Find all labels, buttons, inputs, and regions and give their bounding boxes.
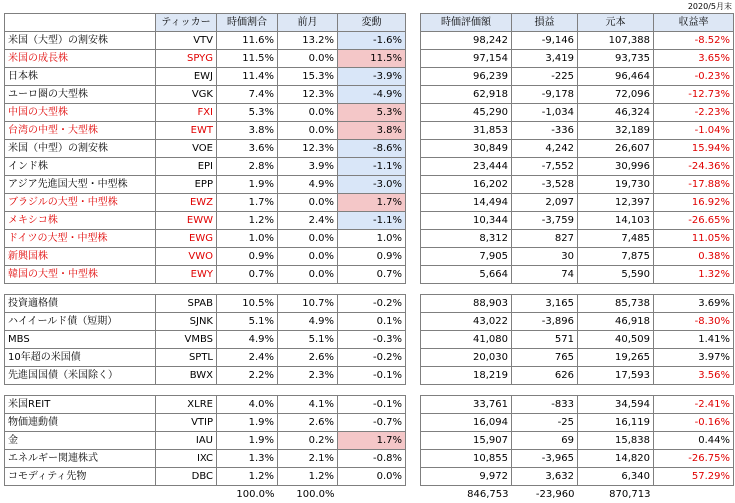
share: 1.7% <box>217 194 278 212</box>
table-row <box>5 331 406 349</box>
principal: 19,730 <box>578 176 654 194</box>
table-row <box>421 212 734 230</box>
ticker: DBC <box>156 468 217 486</box>
principal: 12,397 <box>578 194 654 212</box>
share: 11.5% <box>217 50 278 68</box>
table-row <box>421 86 734 104</box>
fund-name: MBS <box>5 331 156 349</box>
fund-name: メキシコ株 <box>5 212 156 230</box>
share-change: 0.1% <box>338 313 406 331</box>
principal: 96,464 <box>578 68 654 86</box>
market-value: 45,290 <box>421 104 512 122</box>
valuation-table <box>420 13 734 503</box>
table-row <box>5 266 406 284</box>
header-prev: 前月 <box>278 14 338 32</box>
header-rate: 収益率 <box>654 14 734 32</box>
profit-loss: -7,552 <box>512 158 578 176</box>
report-date: 2020/5月末 <box>676 1 732 13</box>
fund-name: ブラジルの大型・中型株 <box>5 194 156 212</box>
ticker: SPYG <box>156 50 217 68</box>
principal: 32,189 <box>578 122 654 140</box>
ticker: FXI <box>156 104 217 122</box>
return-rate: 15.94% <box>654 140 734 158</box>
table-row <box>421 68 734 86</box>
return-rate: 3.65% <box>654 50 734 68</box>
table-row <box>5 140 406 158</box>
profit-loss: -3,528 <box>512 176 578 194</box>
header-share: 時価割合 <box>217 14 278 32</box>
return-rate: -17.88% <box>654 176 734 194</box>
ticker: EPI <box>156 158 217 176</box>
prev-share: 0.0% <box>278 266 338 284</box>
share-change: -0.1% <box>338 367 406 385</box>
market-value: 16,094 <box>421 414 512 432</box>
table-row <box>5 176 406 194</box>
market-value: 8,312 <box>421 230 512 248</box>
table-row <box>421 349 734 367</box>
table-row <box>5 68 406 86</box>
share: 3.8% <box>217 122 278 140</box>
profit-loss: 74 <box>512 266 578 284</box>
fund-name: 米国（大型）の割安株 <box>5 32 156 50</box>
profit-loss: 69 <box>512 432 578 450</box>
ticker: VGK <box>156 86 217 104</box>
return-rate: 0.44% <box>654 432 734 450</box>
table-row <box>5 396 406 414</box>
fund-name: 投資適格債 <box>5 295 156 313</box>
share: 11.6% <box>217 32 278 50</box>
table-row <box>5 313 406 331</box>
share: 1.9% <box>217 432 278 450</box>
table-row <box>5 367 406 385</box>
prev-share: 13.2% <box>278 32 338 50</box>
market-value: 97,154 <box>421 50 512 68</box>
profit-loss: 3,632 <box>512 468 578 486</box>
ticker: EWZ <box>156 194 217 212</box>
market-value: 10,344 <box>421 212 512 230</box>
prev-share: 0.0% <box>278 104 338 122</box>
ticker: XLRE <box>156 396 217 414</box>
market-value: 30,849 <box>421 140 512 158</box>
prev-share: 3.9% <box>278 158 338 176</box>
share-change: -8.6% <box>338 140 406 158</box>
ticker: EWJ <box>156 68 217 86</box>
share: 1.9% <box>217 414 278 432</box>
market-value: 14,494 <box>421 194 512 212</box>
fund-name: エネルギー関連株式 <box>5 450 156 468</box>
prev-share: 0.0% <box>278 50 338 68</box>
return-rate: -24.36% <box>654 158 734 176</box>
ticker: SPAB <box>156 295 217 313</box>
share-change: -0.3% <box>338 331 406 349</box>
table-row <box>421 248 734 266</box>
fund-name: 物価連動債 <box>5 414 156 432</box>
allocation-table <box>4 13 406 503</box>
profit-loss: -3,896 <box>512 313 578 331</box>
share-change: 0.7% <box>338 266 406 284</box>
market-value: 18,219 <box>421 367 512 385</box>
totals-blank <box>156 486 217 503</box>
table-row <box>5 349 406 367</box>
fund-name: ハイイールド債（短期） <box>5 313 156 331</box>
principal: 26,607 <box>578 140 654 158</box>
table-row <box>421 450 734 468</box>
share: 4.9% <box>217 331 278 349</box>
return-rate: -8.30% <box>654 313 734 331</box>
table-row <box>421 396 734 414</box>
table-row <box>421 32 734 50</box>
share-change: 1.7% <box>338 194 406 212</box>
header-row <box>421 14 734 32</box>
fund-name: インド株 <box>5 158 156 176</box>
return-rate: 3.56% <box>654 367 734 385</box>
prev-share: 5.1% <box>278 331 338 349</box>
market-value: 16,202 <box>421 176 512 194</box>
share: 4.0% <box>217 396 278 414</box>
header-pl: 損益 <box>512 14 578 32</box>
totals-row <box>421 486 734 503</box>
principal: 40,509 <box>578 331 654 349</box>
return-rate: -8.52% <box>654 32 734 50</box>
ticker: VTV <box>156 32 217 50</box>
fund-name: 先進国国債（米国除く） <box>5 367 156 385</box>
table-row <box>5 295 406 313</box>
market-value: 10,855 <box>421 450 512 468</box>
share: 5.1% <box>217 313 278 331</box>
share-change: 1.0% <box>338 230 406 248</box>
market-value: 9,972 <box>421 468 512 486</box>
principal: 5,590 <box>578 266 654 284</box>
prev-share: 4.1% <box>278 396 338 414</box>
fund-name: 日本株 <box>5 68 156 86</box>
table-row <box>5 432 406 450</box>
return-rate: -26.75% <box>654 450 734 468</box>
prev-share: 4.9% <box>278 313 338 331</box>
return-rate: 0.38% <box>654 248 734 266</box>
ticker: EWW <box>156 212 217 230</box>
total-value: 846,753 <box>421 486 512 503</box>
fund-name: コモディティ先物 <box>5 468 156 486</box>
table-row <box>5 158 406 176</box>
totals-blank <box>654 486 734 503</box>
principal: 34,594 <box>578 396 654 414</box>
table-row <box>5 194 406 212</box>
fund-name: 10年超の米国債 <box>5 349 156 367</box>
return-rate: -26.65% <box>654 212 734 230</box>
share-change: -3.0% <box>338 176 406 194</box>
share-change: 0.0% <box>338 468 406 486</box>
share: 3.6% <box>217 140 278 158</box>
share-change: 3.8% <box>338 122 406 140</box>
prev-share: 2.6% <box>278 349 338 367</box>
share-change: 0.9% <box>338 248 406 266</box>
profit-loss: -225 <box>512 68 578 86</box>
principal: 19,265 <box>578 349 654 367</box>
share-change: -0.2% <box>338 349 406 367</box>
return-rate: -12.73% <box>654 86 734 104</box>
ticker: BWX <box>156 367 217 385</box>
fund-name: 米国REIT <box>5 396 156 414</box>
profit-loss: -1,034 <box>512 104 578 122</box>
principal: 7,875 <box>578 248 654 266</box>
prev-share: 15.3% <box>278 68 338 86</box>
profit-loss: 2,097 <box>512 194 578 212</box>
fund-name: アジア先進国大型・中型株 <box>5 176 156 194</box>
share-change: -0.8% <box>338 450 406 468</box>
fund-name: 新興国株 <box>5 248 156 266</box>
share: 11.4% <box>217 68 278 86</box>
total-share: 100.0% <box>217 486 278 503</box>
fund-name: 米国の成長株 <box>5 50 156 68</box>
table-row <box>5 248 406 266</box>
share: 0.7% <box>217 266 278 284</box>
profit-loss: 765 <box>512 349 578 367</box>
header-principal: 元本 <box>578 14 654 32</box>
share-change: -1.6% <box>338 32 406 50</box>
header-value: 時価評価額 <box>421 14 512 32</box>
share: 1.3% <box>217 450 278 468</box>
ticker: IXC <box>156 450 217 468</box>
return-rate: 1.41% <box>654 331 734 349</box>
totals-blank <box>338 486 406 503</box>
return-rate: -0.16% <box>654 414 734 432</box>
share: 1.0% <box>217 230 278 248</box>
ticker: EPP <box>156 176 217 194</box>
market-value: 7,905 <box>421 248 512 266</box>
fund-name: 米国（中型）の割安株 <box>5 140 156 158</box>
market-value: 23,444 <box>421 158 512 176</box>
table-row <box>421 194 734 212</box>
return-rate: 16.92% <box>654 194 734 212</box>
prev-share: 2.1% <box>278 450 338 468</box>
prev-share: 2.6% <box>278 414 338 432</box>
profit-loss: -9,178 <box>512 86 578 104</box>
prev-share: 0.0% <box>278 122 338 140</box>
principal: 93,735 <box>578 50 654 68</box>
share-change: -0.7% <box>338 414 406 432</box>
share-change: -0.2% <box>338 295 406 313</box>
share: 2.2% <box>217 367 278 385</box>
table-row <box>421 230 734 248</box>
return-rate: -2.41% <box>654 396 734 414</box>
profit-loss: -3,759 <box>512 212 578 230</box>
fund-name: 台湾の中型・大型株 <box>5 122 156 140</box>
market-value: 62,918 <box>421 86 512 104</box>
profit-loss: 626 <box>512 367 578 385</box>
prev-share: 10.7% <box>278 295 338 313</box>
share-change: -1.1% <box>338 212 406 230</box>
total-pl: -23,960 <box>512 486 578 503</box>
return-rate: 57.29% <box>654 468 734 486</box>
total-principal: 870,713 <box>578 486 654 503</box>
market-value: 88,903 <box>421 295 512 313</box>
table-row <box>421 331 734 349</box>
market-value: 98,242 <box>421 32 512 50</box>
market-value: 96,239 <box>421 68 512 86</box>
table-row <box>421 414 734 432</box>
principal: 107,388 <box>578 32 654 50</box>
market-value: 41,080 <box>421 331 512 349</box>
table-row <box>5 230 406 248</box>
principal: 14,820 <box>578 450 654 468</box>
market-value: 33,761 <box>421 396 512 414</box>
prev-share: 2.4% <box>278 212 338 230</box>
totals-blank <box>5 486 156 503</box>
return-rate: 3.97% <box>654 349 734 367</box>
share: 1.2% <box>217 212 278 230</box>
principal: 17,593 <box>578 367 654 385</box>
share: 0.9% <box>217 248 278 266</box>
header-blank <box>5 14 156 32</box>
table-row <box>5 86 406 104</box>
total-prev: 100.0% <box>278 486 338 503</box>
return-rate: 3.69% <box>654 295 734 313</box>
profit-loss: -25 <box>512 414 578 432</box>
principal: 7,485 <box>578 230 654 248</box>
return-rate: -1.04% <box>654 122 734 140</box>
principal: 30,996 <box>578 158 654 176</box>
prev-share: 0.0% <box>278 194 338 212</box>
principal: 46,918 <box>578 313 654 331</box>
table-row <box>421 313 734 331</box>
principal: 72,096 <box>578 86 654 104</box>
table-row <box>421 140 734 158</box>
ticker: EWY <box>156 266 217 284</box>
principal: 14,103 <box>578 212 654 230</box>
profit-loss: 3,419 <box>512 50 578 68</box>
table-row <box>5 122 406 140</box>
prev-share: 4.9% <box>278 176 338 194</box>
ticker: IAU <box>156 432 217 450</box>
share-change: 5.3% <box>338 104 406 122</box>
table-row <box>421 122 734 140</box>
fund-name: 中国の大型株 <box>5 104 156 122</box>
table-row <box>421 50 734 68</box>
return-rate: -2.23% <box>654 104 734 122</box>
profit-loss: -9,146 <box>512 32 578 50</box>
principal: 6,340 <box>578 468 654 486</box>
prev-share: 0.0% <box>278 248 338 266</box>
table-row <box>421 158 734 176</box>
profit-loss: 4,242 <box>512 140 578 158</box>
totals-row <box>5 486 406 503</box>
share-change: 11.5% <box>338 50 406 68</box>
fund-name: ユーロ圏の大型株 <box>5 86 156 104</box>
prev-share: 2.3% <box>278 367 338 385</box>
ticker: SJNK <box>156 313 217 331</box>
ticker: EWG <box>156 230 217 248</box>
prev-share: 12.3% <box>278 140 338 158</box>
share: 5.3% <box>217 104 278 122</box>
market-value: 43,022 <box>421 313 512 331</box>
return-rate: -0.23% <box>654 68 734 86</box>
profit-loss: 30 <box>512 248 578 266</box>
principal: 46,324 <box>578 104 654 122</box>
market-value: 31,853 <box>421 122 512 140</box>
share: 10.5% <box>217 295 278 313</box>
share-change: -1.1% <box>338 158 406 176</box>
header-ticker: ティッカー <box>156 14 217 32</box>
fund-name: 金 <box>5 432 156 450</box>
table-row <box>5 32 406 50</box>
share-change: 1.7% <box>338 432 406 450</box>
ticker: VMBS <box>156 331 217 349</box>
table-row <box>421 266 734 284</box>
ticker: VWO <box>156 248 217 266</box>
principal: 85,738 <box>578 295 654 313</box>
prev-share: 12.3% <box>278 86 338 104</box>
share: 2.8% <box>217 158 278 176</box>
table-row <box>5 212 406 230</box>
table-row <box>421 176 734 194</box>
profit-loss: -336 <box>512 122 578 140</box>
prev-share: 1.2% <box>278 468 338 486</box>
share: 1.2% <box>217 468 278 486</box>
ticker: SPTL <box>156 349 217 367</box>
ticker: VTIP <box>156 414 217 432</box>
header-change: 変動 <box>338 14 406 32</box>
share-change: -0.1% <box>338 396 406 414</box>
fund-name: 韓国の大型・中型株 <box>5 266 156 284</box>
table-row <box>5 50 406 68</box>
principal: 16,119 <box>578 414 654 432</box>
profit-loss: -3,965 <box>512 450 578 468</box>
return-rate: 11.05% <box>654 230 734 248</box>
table-row <box>5 414 406 432</box>
share-change: -4.9% <box>338 86 406 104</box>
header-row <box>5 14 406 32</box>
market-value: 15,907 <box>421 432 512 450</box>
share-change: -3.9% <box>338 68 406 86</box>
fund-name: ドイツの大型・中型株 <box>5 230 156 248</box>
profit-loss: -833 <box>512 396 578 414</box>
profit-loss: 827 <box>512 230 578 248</box>
table-row <box>421 104 734 122</box>
share: 1.9% <box>217 176 278 194</box>
principal: 15,838 <box>578 432 654 450</box>
market-value: 5,664 <box>421 266 512 284</box>
return-rate: 1.32% <box>654 266 734 284</box>
table-row <box>5 104 406 122</box>
prev-share: 0.2% <box>278 432 338 450</box>
table-row <box>5 450 406 468</box>
share: 7.4% <box>217 86 278 104</box>
ticker: VOE <box>156 140 217 158</box>
profit-loss: 3,165 <box>512 295 578 313</box>
market-value: 20,030 <box>421 349 512 367</box>
table-row <box>421 295 734 313</box>
table-row <box>421 432 734 450</box>
share: 2.4% <box>217 349 278 367</box>
ticker: EWT <box>156 122 217 140</box>
prev-share: 0.0% <box>278 230 338 248</box>
table-row <box>421 367 734 385</box>
profit-loss: 571 <box>512 331 578 349</box>
